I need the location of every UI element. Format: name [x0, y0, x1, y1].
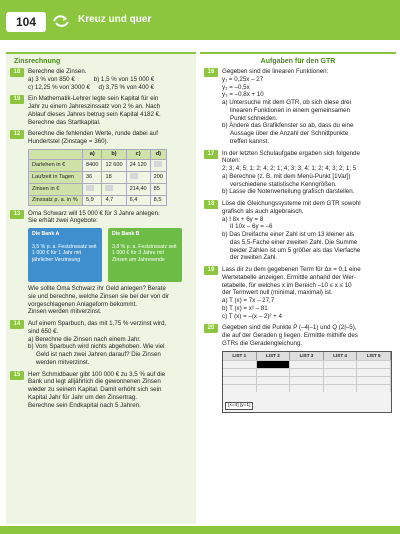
calculator-screen	[222, 351, 392, 413]
table-col-header: c)	[126, 149, 150, 159]
task-text: b) Das Dreifache einer Zahl ist um 13 kleiner als	[222, 231, 355, 238]
arrows-icon	[52, 13, 70, 29]
table-cell: 24 120	[126, 159, 150, 171]
calc-row	[223, 360, 391, 368]
task-19-left	[6, 95, 196, 126]
task-text: Punkt schneiden.	[230, 114, 278, 122]
table-cell-empty	[150, 159, 166, 171]
task-text: das 5,5-Fache einer zweiten Zahl. Die Summe	[230, 238, 358, 246]
table-row	[29, 159, 167, 171]
table-cell-empty	[83, 183, 102, 195]
table-cell: 6,4	[126, 195, 150, 205]
bank-offer-b	[108, 228, 182, 282]
row-label: Zinsen in €	[29, 183, 83, 195]
task-text: y₃ = –0,8x + 10	[222, 91, 264, 99]
table-cell: 4,7	[102, 195, 126, 205]
calc-col: LIST 2	[257, 352, 291, 360]
task-text: Aussage über die Anzahl der Schnittpunkte	[230, 130, 349, 137]
task-text: tetabelle, für welches x im Bereich –10 ≤ x ≤ 10	[222, 281, 352, 289]
task-number: 18	[204, 200, 218, 209]
task-number: 19	[204, 266, 218, 275]
table-cell: 18	[102, 171, 126, 183]
task-number: 19	[10, 95, 24, 104]
table-col-header: d)	[150, 149, 166, 159]
task-number: 17	[204, 150, 218, 159]
task-text: Berechne die fehlenden Werte, runde dabei auf	[28, 130, 158, 138]
task-19-right	[200, 266, 396, 320]
task-text: Berechne sein Endkapital nach 5 Jahren.	[28, 401, 141, 409]
task-18-right	[200, 200, 396, 262]
task-text: Ablauf dieses Jahres betrug sein Kapital 4182 €.	[28, 110, 161, 118]
task-17-right	[200, 150, 396, 197]
task-part-c: c) 12,25 % von 3000 €	[28, 83, 90, 91]
table-cell: 85	[150, 183, 166, 195]
task-text: Wertetabelle anzeigen. Ermittle anhand der Wer-	[222, 273, 356, 281]
table-cell-empty	[102, 183, 126, 195]
task-text: Hundertstel (Zinstage = 360).	[28, 138, 109, 145]
task-text: Noten:	[222, 157, 241, 165]
task-number: 15	[10, 371, 24, 380]
calc-col: LIST 3	[290, 352, 324, 360]
task-text: Herr Schmidbauer gibt 100 000 € zu 3,5 % auf die	[28, 370, 166, 378]
left-panel	[6, 52, 196, 524]
task-text: linearen Funktionen in einem gemeinsamen	[230, 106, 351, 114]
bank-name: Die Bank B	[112, 231, 140, 238]
task-text: Lass dir zu dem gegebenen Term für Δx = 0,1 eine	[222, 266, 361, 273]
table-cell: 8,5	[150, 195, 166, 205]
row-label: Laufzeit in Tagen	[29, 171, 83, 183]
calc-row	[223, 384, 391, 392]
task-text: wieder zu seinem Kapital. Damit erhöht sich sein	[28, 386, 162, 394]
task-text: y₁ = 0,25x – 27	[222, 75, 264, 83]
task-text: grafisch als auch algebraisch.	[222, 207, 304, 215]
task-text: b) Vom Sparbuch wird nichts abgehoben. Wie viel	[28, 343, 165, 351]
table-col-header: b)	[102, 149, 126, 159]
calc-list-header	[223, 352, 391, 360]
task-text: Zinsen werden mitverzinst.	[28, 308, 102, 316]
bank-offer-text: 3,5 % p. a. Festzinssatz seit 1 000 € für 1 Jahr mit jährlicher Verzinsung	[32, 243, 97, 263]
task-text: der zweiten Zahl.	[230, 254, 278, 262]
task-text: Berechne die Zinsen.	[28, 68, 87, 75]
table-cell: 8400	[83, 159, 102, 171]
task-text: a) T (x) = 7x – 27,7	[222, 297, 275, 304]
table-col-header: a)	[83, 149, 102, 159]
task-text: Sie erhält zwei Angebote:	[28, 217, 98, 225]
task-text: Wie sollte Oma Schwarz ihr Geld anlegen? Berate	[28, 285, 166, 293]
task-18-left	[6, 68, 196, 91]
task-text: Gegeben sind die Punkte P (–4|–1) und Q (2|–5),	[222, 324, 357, 332]
table-row	[29, 183, 167, 195]
task-text: verschiedene statistische Kenngrößen.	[230, 180, 337, 188]
table-corner	[29, 149, 83, 159]
calc-col: LIST 1	[223, 352, 257, 360]
task-number: 12	[10, 130, 24, 139]
calc-row	[223, 368, 391, 376]
task-text: Oma Schwarz will 15 000 € für 3 Jahre anlegen.	[28, 209, 160, 217]
task-text: vorgeschlagenen Anlageform bekommt.	[28, 300, 138, 308]
task-text: die auf der Geraden g liegen. Ermittle mithilfe des	[222, 332, 358, 339]
header-bar	[0, 0, 400, 40]
task-text: c) T (x) = –(x – 2)² + 4	[222, 312, 282, 320]
calc-row	[223, 376, 391, 384]
task-text: Kapital Jahr für Jahr um den Zinsertrag.	[28, 393, 138, 401]
bank-offer-text: 3,8 % p. a. Festzinssatz seit 1 000 € für 3 Jahre mit Zinsen am Jahresende	[112, 243, 177, 263]
task-text: 2; 3; 4; 5; 1; 2; 4; 2; 1; 4; 3; 3; 4; 1; 2; 4; 3; 2; 1; 5	[222, 165, 357, 172]
task-text: II 10x – 6y = –6	[230, 223, 273, 231]
task-text: b) Ändere das Grafikfenster so ab, dass du eine	[222, 122, 354, 130]
footer-bar	[0, 526, 400, 534]
table-cell: 36	[83, 171, 102, 183]
task-number: 18	[10, 68, 24, 77]
row-label: Zinssatz p. a. in %	[29, 195, 83, 205]
task-text: Ein Mathematik-Lehrer legte sein Kapital für ein	[28, 95, 159, 103]
table-row	[29, 171, 167, 183]
row-label: Darlehen in €	[29, 159, 83, 171]
task-text: Geld ist nach zwei Jahren darauf? Die Zinsen	[36, 351, 161, 359]
task-text: treffen kannst.	[230, 137, 270, 145]
task-text: Bank und legt alljährlich die gewonnenen Zinsen	[28, 378, 161, 386]
task-20-right	[200, 324, 396, 412]
task-part-a: a) 3 % von 850 €	[28, 75, 75, 83]
task-text: a) Berechne (z. B. mit dem Menü-Punkt [1Var])	[222, 172, 351, 180]
task-14-left	[6, 320, 196, 367]
task-text: GTRs die Geradengleichung.	[222, 339, 303, 347]
task-text: a) Berechne die Zinsen nach einem Jahr.	[28, 335, 141, 343]
task-number: 13	[10, 210, 24, 219]
task-text: a) I 8x + 6y = 8	[222, 215, 264, 223]
section-heading-interest: Zinsrechnung	[6, 52, 196, 68]
task-15-left	[6, 371, 196, 410]
calc-footer: [x=4] [y=1]	[225, 402, 253, 410]
task-number: 16	[204, 68, 218, 77]
task-text: Auf einem Sparbuch, das mit 1,75 % verzinst wird,	[28, 320, 167, 328]
task-text	[28, 76, 190, 84]
table-cell-empty	[126, 171, 150, 183]
calc-col: LIST 4	[324, 352, 358, 360]
task-16-right	[200, 68, 396, 146]
bank-name: Die Bank A	[32, 231, 60, 238]
task-text: a) Untersuche mit dem GTR, ob sich diese drei	[222, 99, 351, 106]
task-text: Löse die Gleichungssysteme mit dem GTR sowohl	[222, 200, 361, 207]
task-text: In der letzten Schulaufgabe ergaben sich folgende	[222, 149, 360, 157]
task-text: y₂ = –0,5x	[222, 83, 250, 91]
table-cell: 214,40	[126, 183, 150, 195]
calc-col: LIST 5	[357, 352, 391, 360]
table-cell: 200	[150, 171, 166, 183]
table-cell: 5,9	[83, 195, 102, 205]
task-text: b) T (x) = x² – 81	[222, 304, 268, 312]
table-row	[29, 195, 167, 205]
interest-table	[28, 149, 167, 206]
task-text: sind 650 €.	[28, 327, 59, 335]
table-cell: 12 600	[102, 159, 126, 171]
task-text: Berechne das Startkapital.	[28, 118, 101, 126]
chapter-title: Kreuz und quer	[78, 14, 152, 25]
task-text: werden mitverzinst.	[36, 358, 90, 366]
task-text: beider Zahlen ist um 5 größer als das Vierfache	[230, 246, 361, 254]
right-panel	[200, 52, 396, 524]
task-text	[28, 84, 190, 92]
page-number: 104	[6, 12, 46, 32]
task-text: sie und berechne, welche Zinsen sie bei der von dir	[28, 292, 170, 300]
task-text: der Termwert null (minimal, maximal) ist.	[222, 289, 333, 297]
bank-offers	[28, 228, 190, 282]
task-number: 14	[10, 320, 24, 329]
task-text: Gegeben sind die linearen Funktionen:	[222, 68, 329, 75]
task-12-left	[6, 130, 196, 205]
section-heading-gtr: Aufgaben für den GTR	[200, 52, 396, 68]
bank-offer-a	[28, 228, 102, 282]
task-part-b: b) 1,5 % von 15 000 €	[93, 75, 155, 83]
task-text: Jahr zu einem Jahreszinssatz von 2 % an. Nach	[28, 103, 161, 110]
task-text: b) Lasse die Notenverteilung grafisch darstellen.	[222, 188, 355, 196]
task-13-left	[6, 210, 196, 317]
task-number: 20	[204, 324, 218, 333]
task-part-d: d) 3,75 % von 400 €	[98, 83, 154, 91]
